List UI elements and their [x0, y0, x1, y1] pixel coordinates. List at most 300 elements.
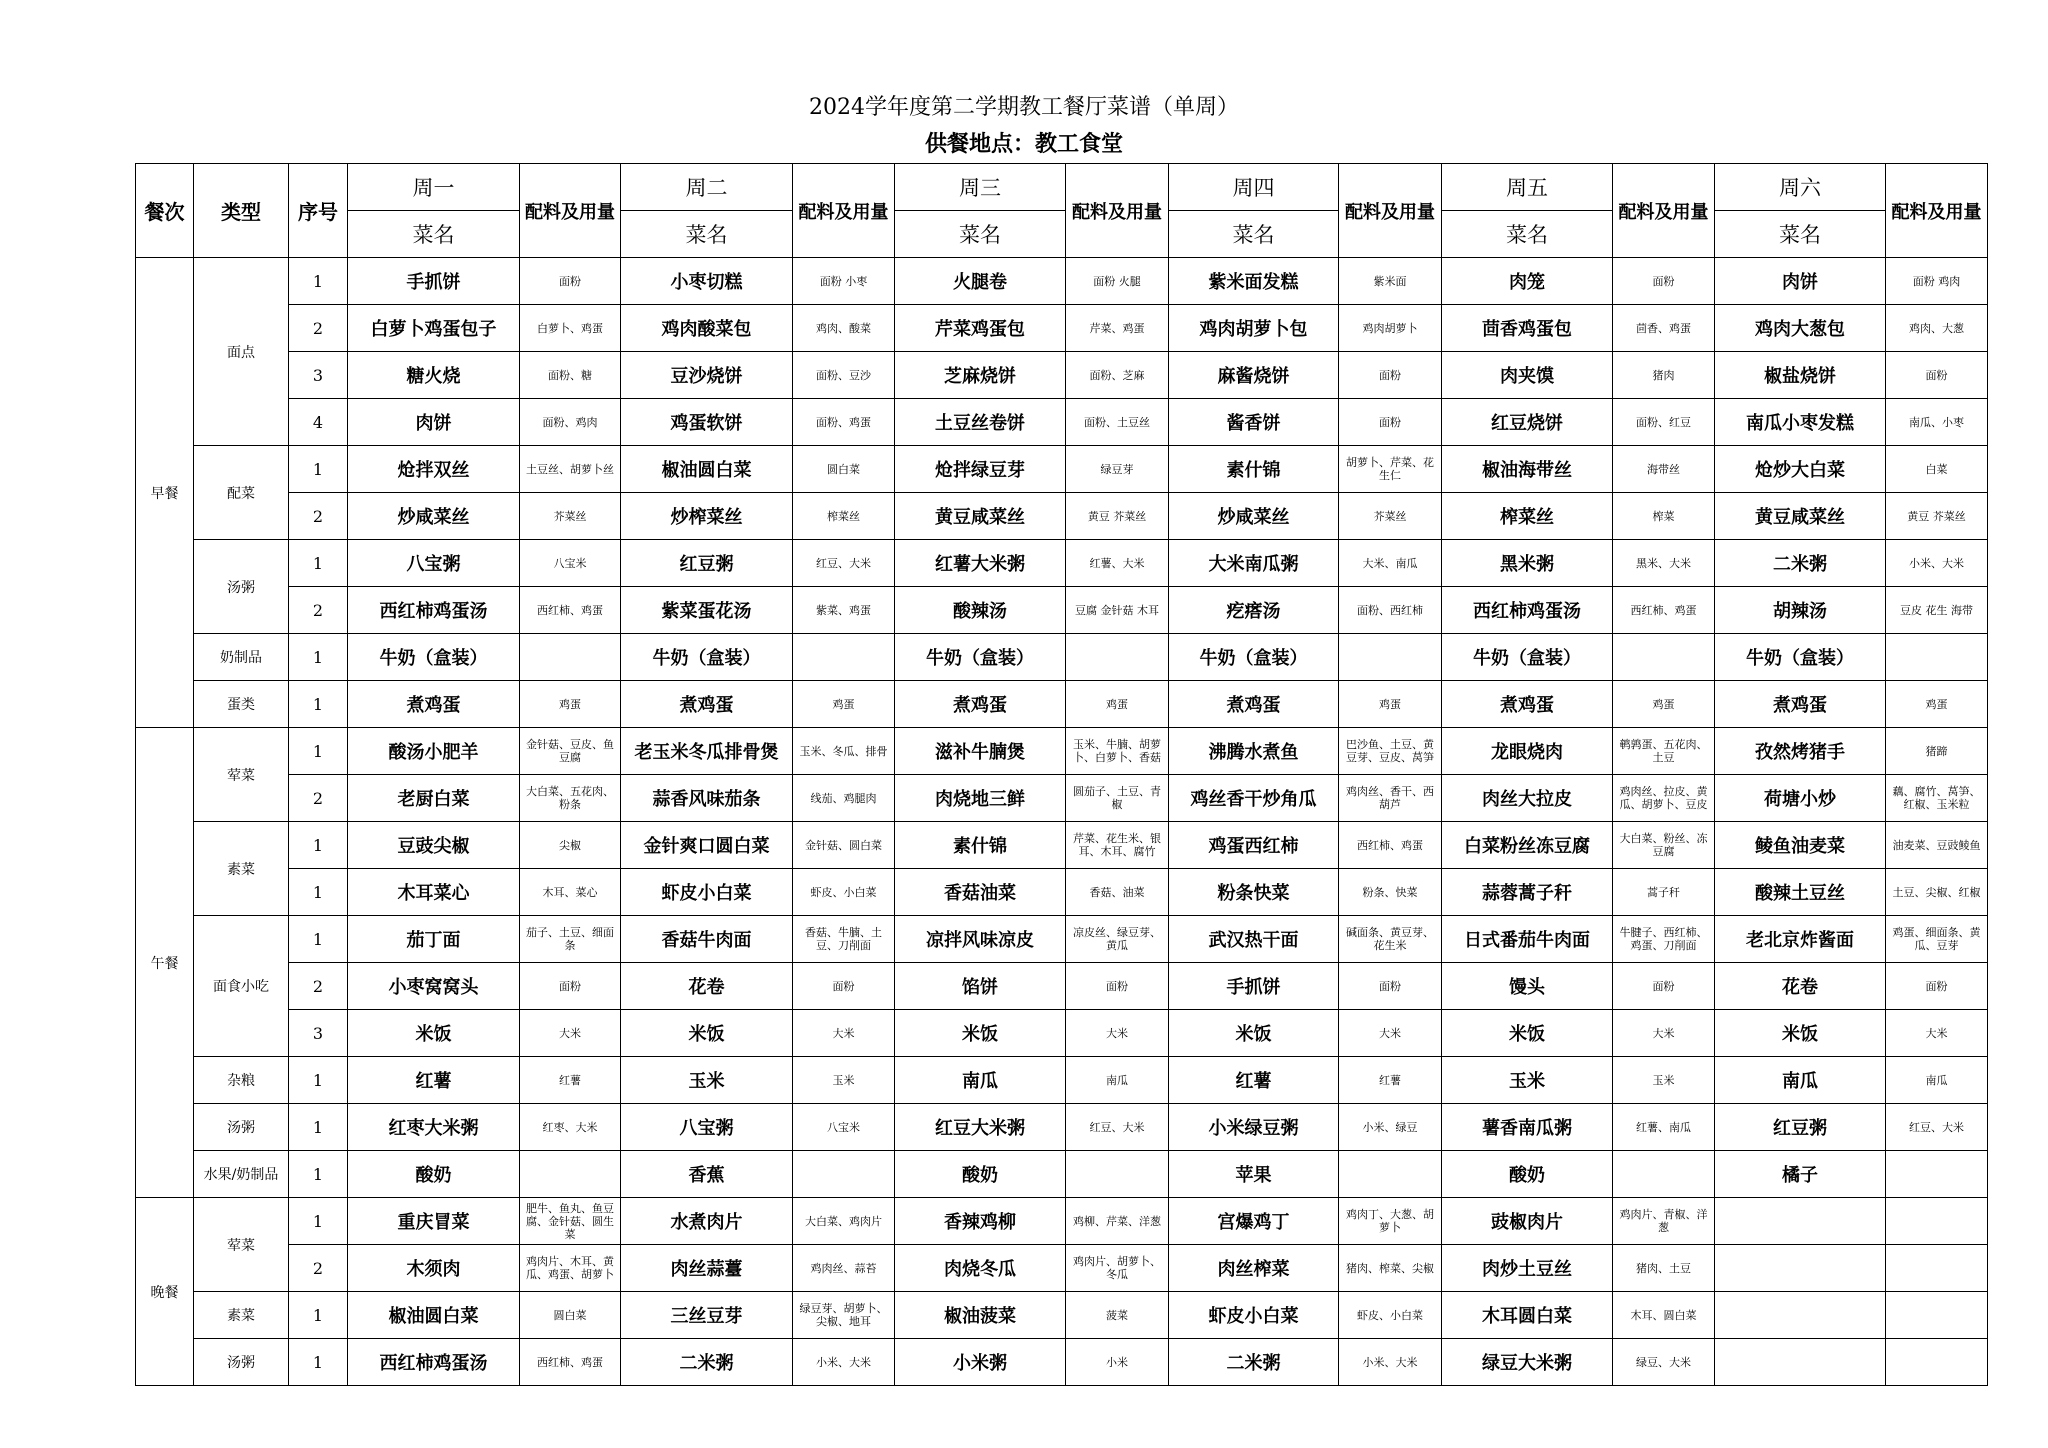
- ingredient-cell: 大白菜、鸡肉片: [793, 1198, 895, 1245]
- dish-cell: 荷塘小炒: [1715, 775, 1886, 822]
- ingredient-cell: 面粉 鸡肉: [1886, 258, 1988, 305]
- dish-cell: 鸡肉酸菜包: [621, 305, 793, 352]
- dish-cell: 大米南瓜粥: [1169, 540, 1339, 587]
- dish-cell: 粉条快菜: [1169, 869, 1339, 916]
- header-ingredients-wed: 配料及用量: [1066, 164, 1169, 258]
- dish-cell: 蒜香风味茄条: [621, 775, 793, 822]
- dish-cell: 凉拌风味凉皮: [895, 916, 1066, 963]
- dish-cell: 糖火烧: [348, 352, 520, 399]
- ingredient-cell: 绿豆、大米: [1613, 1339, 1715, 1386]
- dish-cell: 椒油菠菜: [895, 1292, 1066, 1339]
- header-seq: 序号: [289, 164, 348, 258]
- ingredient-cell: 胡萝卜、芹菜、花生仁: [1339, 446, 1442, 493]
- dish-cell: 肉丝大拉皮: [1442, 775, 1613, 822]
- ingredient-cell: [520, 1151, 621, 1198]
- ingredient-cell: 尖椒: [520, 822, 621, 869]
- type-cell: 杂粮: [194, 1057, 289, 1104]
- type-cell: 面食小吃: [194, 916, 289, 1057]
- ingredient-cell: 红薯、大米: [1066, 540, 1169, 587]
- dish-cell: 酸奶: [348, 1151, 520, 1198]
- dish-cell: 木耳圆白菜: [1442, 1292, 1613, 1339]
- ingredient-cell: 粉条、快菜: [1339, 869, 1442, 916]
- seq-cell: 1: [289, 916, 348, 963]
- ingredient-cell: 面粉、豆沙: [793, 352, 895, 399]
- dish-cell: 红豆粥: [621, 540, 793, 587]
- seq-cell: 3: [289, 352, 348, 399]
- table-row: [136, 352, 1988, 399]
- ingredient-cell: 大米: [1886, 1010, 1988, 1057]
- header-dish-mon: 菜名: [348, 211, 520, 258]
- ingredient-cell: 鸡肉丝、拉皮、黄瓜、胡萝卜、豆皮: [1613, 775, 1715, 822]
- ingredient-cell: 红豆、大米: [1066, 1104, 1169, 1151]
- dish-cell: 榨菜丝: [1442, 493, 1613, 540]
- ingredient-cell: 凉皮丝、绿豆芽、黄瓜: [1066, 916, 1169, 963]
- dish-cell: 红薯大米粥: [895, 540, 1066, 587]
- ingredient-cell: 紫米面: [1339, 258, 1442, 305]
- dish-cell: 椒盐烧饼: [1715, 352, 1886, 399]
- ingredient-cell: [1886, 1292, 1988, 1339]
- header-dish-tue: 菜名: [621, 211, 793, 258]
- ingredient-cell: 芹菜、花生米、银耳、木耳、腐竹: [1066, 822, 1169, 869]
- meal-cell: 早餐: [136, 258, 194, 728]
- dish-cell: 素什锦: [895, 822, 1066, 869]
- ingredient-cell: 面粉: [1886, 963, 1988, 1010]
- table-row: [136, 869, 1988, 916]
- ingredient-cell: 鸡肉片、青椒、洋葱: [1613, 1198, 1715, 1245]
- table-row: [136, 728, 1988, 775]
- ingredient-cell: 小米、大米: [1886, 540, 1988, 587]
- seq-cell: 4: [289, 399, 348, 446]
- ingredient-cell: 黑米、大米: [1613, 540, 1715, 587]
- table-row: [136, 587, 1988, 634]
- dish-cell: 紫米面发糕: [1169, 258, 1339, 305]
- dish-cell: 酱香饼: [1169, 399, 1339, 446]
- ingredient-cell: 大白菜、五花肉、粉条: [520, 775, 621, 822]
- ingredient-cell: 大白菜、粉丝、冻豆腐: [1613, 822, 1715, 869]
- ingredient-cell: 大米: [1339, 1010, 1442, 1057]
- dish-cell: 小米粥: [895, 1339, 1066, 1386]
- dish-cell: 手抓饼: [348, 258, 520, 305]
- ingredient-cell: 巴沙鱼、土豆、黄豆芽、豆皮、莴笋: [1339, 728, 1442, 775]
- ingredient-cell: 大米、南瓜: [1339, 540, 1442, 587]
- type-cell: 汤粥: [194, 540, 289, 634]
- header-day-mon: 周一: [348, 164, 520, 211]
- dish-cell: 炒咸菜丝: [1169, 493, 1339, 540]
- ingredient-cell: 鸡蛋: [1613, 681, 1715, 728]
- dish-cell: 肉夹馍: [1442, 352, 1613, 399]
- dish-cell: 火腿卷: [895, 258, 1066, 305]
- dish-cell: 八宝粥: [621, 1104, 793, 1151]
- table-row: [136, 305, 1988, 352]
- dish-cell: 茄丁面: [348, 916, 520, 963]
- dish-cell: 红薯: [1169, 1057, 1339, 1104]
- ingredient-cell: 油麦菜、豆豉鲮鱼: [1886, 822, 1988, 869]
- ingredient-cell: 玉米、冬瓜、排骨: [793, 728, 895, 775]
- dish-cell: 酸奶: [895, 1151, 1066, 1198]
- ingredient-cell: 鸡肉片、木耳、黄瓜、鸡蛋、胡萝卜: [520, 1245, 621, 1292]
- header-dish-sat: 菜名: [1715, 211, 1886, 258]
- table-row: [136, 963, 1988, 1010]
- header-type: 类型: [194, 164, 289, 258]
- ingredient-cell: 西红柿、鸡蛋: [520, 1339, 621, 1386]
- dish-cell: [1715, 1339, 1886, 1386]
- ingredient-cell: 玉米、牛腩、胡萝卜、白萝卜、香菇: [1066, 728, 1169, 775]
- dish-cell: 玉米: [1442, 1057, 1613, 1104]
- dish-cell: 芝麻烧饼: [895, 352, 1066, 399]
- dish-cell: 煮鸡蛋: [1715, 681, 1886, 728]
- ingredient-cell: 小米、绿豆: [1339, 1104, 1442, 1151]
- dish-cell: 牛奶（盒装）: [348, 634, 520, 681]
- dish-cell: 肉烧地三鲜: [895, 775, 1066, 822]
- menu-table: [135, 163, 1988, 1386]
- ingredient-cell: 面粉: [1339, 352, 1442, 399]
- dish-cell: 牛奶（盒装）: [1715, 634, 1886, 681]
- dish-cell: 黄豆咸菜丝: [1715, 493, 1886, 540]
- menu-body: [136, 164, 1988, 1386]
- dish-cell: 老北京炸酱面: [1715, 916, 1886, 963]
- dish-cell: 酸汤小肥羊: [348, 728, 520, 775]
- dish-cell: [1715, 1245, 1886, 1292]
- header-ingredients-thu: 配料及用量: [1339, 164, 1442, 258]
- seq-cell: 2: [289, 963, 348, 1010]
- ingredient-cell: 芹菜、鸡蛋: [1066, 305, 1169, 352]
- dish-cell: 南瓜: [895, 1057, 1066, 1104]
- ingredient-cell: [793, 1151, 895, 1198]
- ingredient-cell: 红薯: [520, 1057, 621, 1104]
- dish-cell: 木耳菜心: [348, 869, 520, 916]
- ingredient-cell: 面粉: [520, 258, 621, 305]
- ingredient-cell: 猪肉、榨菜、尖椒: [1339, 1245, 1442, 1292]
- ingredient-cell: 大米: [1613, 1010, 1715, 1057]
- seq-cell: 2: [289, 493, 348, 540]
- dish-cell: 鲮鱼油麦菜: [1715, 822, 1886, 869]
- ingredient-cell: 圆白菜: [793, 446, 895, 493]
- table-row: [136, 1057, 1988, 1104]
- seq-cell: 2: [289, 587, 348, 634]
- ingredient-cell: 木耳、圆白菜: [1613, 1292, 1715, 1339]
- table-row: [136, 1198, 1988, 1245]
- header-day-wed: 周三: [895, 164, 1066, 211]
- ingredient-cell: 面粉: [1339, 963, 1442, 1010]
- dish-cell: 米饭: [348, 1010, 520, 1057]
- dish-cell: 香蕉: [621, 1151, 793, 1198]
- seq-cell: 1: [289, 1292, 348, 1339]
- dish-cell: 椒油圆白菜: [348, 1292, 520, 1339]
- ingredient-cell: [1066, 634, 1169, 681]
- ingredient-cell: 红薯: [1339, 1057, 1442, 1104]
- dish-cell: 金针爽口圆白菜: [621, 822, 793, 869]
- page-subtitle: 供餐地点：教工食堂: [924, 131, 1123, 157]
- dish-cell: 玉米: [621, 1057, 793, 1104]
- ingredient-cell: 豆皮 花生 海带: [1886, 587, 1988, 634]
- dish-cell: 酸辣汤: [895, 587, 1066, 634]
- dish-cell: 鸡蛋西红柿: [1169, 822, 1339, 869]
- dish-cell: 虾皮小白菜: [1169, 1292, 1339, 1339]
- table-row: [136, 1151, 1988, 1198]
- ingredient-cell: 鸡蛋: [1886, 681, 1988, 728]
- ingredient-cell: 土豆丝、胡萝卜丝: [520, 446, 621, 493]
- ingredient-cell: 白萝卜、鸡蛋: [520, 305, 621, 352]
- dish-cell: 米饭: [621, 1010, 793, 1057]
- dish-cell: 龙眼烧肉: [1442, 728, 1613, 775]
- ingredient-cell: 绿豆芽: [1066, 446, 1169, 493]
- header-ingredients-mon: 配料及用量: [520, 164, 621, 258]
- ingredient-cell: 牛腱子、西红柿、鸡蛋、刀削面: [1613, 916, 1715, 963]
- ingredient-cell: 海带丝: [1613, 446, 1715, 493]
- ingredient-cell: 鸡肉、酸菜: [793, 305, 895, 352]
- dish-cell: 红豆粥: [1715, 1104, 1886, 1151]
- dish-cell: 鸡丝香干炒角瓜: [1169, 775, 1339, 822]
- table-row: [136, 916, 1988, 963]
- ingredient-cell: 鸡蛋: [520, 681, 621, 728]
- seq-cell: 1: [289, 258, 348, 305]
- ingredient-cell: 八宝米: [520, 540, 621, 587]
- seq-cell: 1: [289, 1151, 348, 1198]
- dish-cell: 肉丝榨菜: [1169, 1245, 1339, 1292]
- ingredient-cell: 虾皮、小白菜: [1339, 1292, 1442, 1339]
- ingredient-cell: [1886, 1245, 1988, 1292]
- ingredient-cell: 面粉、鸡蛋: [793, 399, 895, 446]
- ingredient-cell: 鸡肉丁、大葱、胡萝卜: [1339, 1198, 1442, 1245]
- ingredient-cell: 面粉 火腿: [1066, 258, 1169, 305]
- header-ingredients-fri: 配料及用量: [1613, 164, 1715, 258]
- dish-cell: 二米粥: [1169, 1339, 1339, 1386]
- meal-cell: 午餐: [136, 728, 194, 1198]
- dish-cell: 西红柿鸡蛋汤: [348, 1339, 520, 1386]
- ingredient-cell: 鸡蛋: [1066, 681, 1169, 728]
- dish-cell: 水煮肉片: [621, 1198, 793, 1245]
- dish-cell: 黄豆咸菜丝: [895, 493, 1066, 540]
- ingredient-cell: 玉米: [793, 1057, 895, 1104]
- ingredient-cell: 金针菇、豆皮、鱼豆腐: [520, 728, 621, 775]
- ingredient-cell: 红豆、大米: [1886, 1104, 1988, 1151]
- dish-cell: 八宝粥: [348, 540, 520, 587]
- dish-cell: 小枣切糕: [621, 258, 793, 305]
- type-cell: 汤粥: [194, 1104, 289, 1151]
- dish-cell: 米饭: [1169, 1010, 1339, 1057]
- seq-cell: 2: [289, 1245, 348, 1292]
- dish-cell: 牛奶（盒装）: [621, 634, 793, 681]
- ingredient-cell: 鸡肉丝、香干、西葫芦: [1339, 775, 1442, 822]
- dish-cell: 肉饼: [348, 399, 520, 446]
- ingredient-cell: [1886, 1339, 1988, 1386]
- dish-cell: 馅饼: [895, 963, 1066, 1010]
- ingredient-cell: 小米、大米: [1339, 1339, 1442, 1386]
- ingredient-cell: 猪肉、土豆: [1613, 1245, 1715, 1292]
- ingredient-cell: 大米: [520, 1010, 621, 1057]
- ingredient-cell: 榨菜: [1613, 493, 1715, 540]
- header-row-days: [136, 164, 1988, 211]
- seq-cell: 1: [289, 1057, 348, 1104]
- dish-cell: 煮鸡蛋: [621, 681, 793, 728]
- table-row: [136, 822, 1988, 869]
- ingredient-cell: 茴香、鸡蛋: [1613, 305, 1715, 352]
- header-dish-wed: 菜名: [895, 211, 1066, 258]
- dish-cell: 肉烧冬瓜: [895, 1245, 1066, 1292]
- table-row: [136, 681, 1988, 728]
- dish-cell: 炒榨菜丝: [621, 493, 793, 540]
- dish-cell: 炝拌双丝: [348, 446, 520, 493]
- dish-cell: 二米粥: [1715, 540, 1886, 587]
- dish-cell: 酸辣土豆丝: [1715, 869, 1886, 916]
- ingredient-cell: 八宝米: [793, 1104, 895, 1151]
- dish-cell: 煮鸡蛋: [348, 681, 520, 728]
- dish-cell: 牛奶（盒装）: [895, 634, 1066, 681]
- dish-cell: 花卷: [621, 963, 793, 1010]
- table-row: [136, 1010, 1988, 1057]
- ingredient-cell: 面粉: [793, 963, 895, 1010]
- ingredient-cell: 圆茄子、土豆、青椒: [1066, 775, 1169, 822]
- ingredient-cell: 猪蹄: [1886, 728, 1988, 775]
- table-row: [136, 493, 1988, 540]
- dish-cell: 红豆烧饼: [1442, 399, 1613, 446]
- seq-cell: 3: [289, 1010, 348, 1057]
- dish-cell: 红薯: [348, 1057, 520, 1104]
- ingredient-cell: 土豆、尖椒、红椒: [1886, 869, 1988, 916]
- dish-cell: 薯香南瓜粥: [1442, 1104, 1613, 1151]
- ingredient-cell: 面粉: [1339, 399, 1442, 446]
- ingredient-cell: 面粉、土豆丝: [1066, 399, 1169, 446]
- ingredient-cell: 面粉、鸡肉: [520, 399, 621, 446]
- ingredient-cell: 芥菜丝: [1339, 493, 1442, 540]
- ingredient-cell: 鸡蛋、细面条、黄瓜、豆芽: [1886, 916, 1988, 963]
- ingredient-cell: 黄豆 芥菜丝: [1886, 493, 1988, 540]
- dish-cell: 芹菜鸡蛋包: [895, 305, 1066, 352]
- ingredient-cell: 芥菜丝: [520, 493, 621, 540]
- seq-cell: 1: [289, 1339, 348, 1386]
- type-cell: 配菜: [194, 446, 289, 540]
- dish-cell: 香菇油菜: [895, 869, 1066, 916]
- dish-cell: 豆沙烧饼: [621, 352, 793, 399]
- dish-cell: [1715, 1292, 1886, 1339]
- dish-cell: 胡辣汤: [1715, 587, 1886, 634]
- ingredient-cell: 猪肉: [1613, 352, 1715, 399]
- ingredient-cell: 虾皮、小白菜: [793, 869, 895, 916]
- ingredient-cell: [1613, 1151, 1715, 1198]
- ingredient-cell: 小米、大米: [793, 1339, 895, 1386]
- ingredient-cell: 面粉: [1886, 352, 1988, 399]
- ingredient-cell: 南瓜: [1066, 1057, 1169, 1104]
- dish-cell: 煮鸡蛋: [1442, 681, 1613, 728]
- dish-cell: 米饭: [1715, 1010, 1886, 1057]
- table-row: [136, 1104, 1988, 1151]
- dish-cell: 武汉热干面: [1169, 916, 1339, 963]
- dish-cell: 蒜蓉蒿子秆: [1442, 869, 1613, 916]
- ingredient-cell: 红豆、大米: [793, 540, 895, 587]
- type-cell: 素菜: [194, 1292, 289, 1339]
- ingredient-cell: 鸡蛋: [1339, 681, 1442, 728]
- dish-cell: 紫菜蛋花汤: [621, 587, 793, 634]
- dish-cell: 西红柿鸡蛋汤: [1442, 587, 1613, 634]
- dish-cell: 豆豉尖椒: [348, 822, 520, 869]
- ingredient-cell: [1613, 634, 1715, 681]
- dish-cell: 老厨白菜: [348, 775, 520, 822]
- ingredient-cell: 面粉、糖: [520, 352, 621, 399]
- dish-cell: 炝炒大白菜: [1715, 446, 1886, 493]
- dish-cell: 南瓜: [1715, 1057, 1886, 1104]
- seq-cell: 1: [289, 681, 348, 728]
- dish-cell: 橘子: [1715, 1151, 1886, 1198]
- ingredient-cell: 圆白菜: [520, 1292, 621, 1339]
- table-row: [136, 634, 1988, 681]
- dish-cell: 肉饼: [1715, 258, 1886, 305]
- ingredient-cell: [1066, 1151, 1169, 1198]
- meal-cell: 晚餐: [136, 1198, 194, 1386]
- ingredient-cell: 线茄、鸡腿肉: [793, 775, 895, 822]
- ingredient-cell: 白菜: [1886, 446, 1988, 493]
- dish-cell: 炒咸菜丝: [348, 493, 520, 540]
- ingredient-cell: 香菇、油菜: [1066, 869, 1169, 916]
- dish-cell: 疙瘩汤: [1169, 587, 1339, 634]
- ingredient-cell: 肥牛、鱼丸、鱼豆腐、金针菇、圆生菜: [520, 1198, 621, 1245]
- ingredient-cell: 藕、腐竹、莴笋、红椒、玉米粒: [1886, 775, 1988, 822]
- ingredient-cell: 面粉、西红柿: [1339, 587, 1442, 634]
- ingredient-cell: 鸡肉、大葱: [1886, 305, 1988, 352]
- ingredient-cell: 豆腐 金针菇 木耳: [1066, 587, 1169, 634]
- dish-cell: 豉椒肉片: [1442, 1198, 1613, 1245]
- ingredient-cell: 鸡肉丝、蒜苔: [793, 1245, 895, 1292]
- table-row: [136, 1292, 1988, 1339]
- ingredient-cell: 南瓜: [1886, 1057, 1988, 1104]
- seq-cell: 1: [289, 869, 348, 916]
- ingredient-cell: 鸡肉片、胡萝卜、冬瓜: [1066, 1245, 1169, 1292]
- ingredient-cell: 西红柿、鸡蛋: [1613, 587, 1715, 634]
- type-cell: 奶制品: [194, 634, 289, 681]
- seq-cell: 1: [289, 540, 348, 587]
- dish-cell: 苹果: [1169, 1151, 1339, 1198]
- dish-cell: 二米粥: [621, 1339, 793, 1386]
- type-cell: 面点: [194, 258, 289, 446]
- dish-cell: 手抓饼: [1169, 963, 1339, 1010]
- ingredient-cell: 榨菜丝: [793, 493, 895, 540]
- ingredient-cell: 黄豆 芥菜丝: [1066, 493, 1169, 540]
- seq-cell: 1: [289, 634, 348, 681]
- header-day-sat: 周六: [1715, 164, 1886, 211]
- ingredient-cell: 碱面条、黄豆芽、花生米: [1339, 916, 1442, 963]
- dish-cell: 滋补牛腩煲: [895, 728, 1066, 775]
- seq-cell: 1: [289, 1198, 348, 1245]
- ingredient-cell: 大米: [1066, 1010, 1169, 1057]
- dish-cell: 牛奶（盒装）: [1169, 634, 1339, 681]
- header-day-fri: 周五: [1442, 164, 1613, 211]
- dish-cell: 木须肉: [348, 1245, 520, 1292]
- dish-cell: 香菇牛肉面: [621, 916, 793, 963]
- ingredient-cell: 紫菜、鸡蛋: [793, 587, 895, 634]
- ingredient-cell: 菠菜: [1066, 1292, 1169, 1339]
- dish-cell: 茴香鸡蛋包: [1442, 305, 1613, 352]
- ingredient-cell: 西红柿、鸡蛋: [520, 587, 621, 634]
- dish-cell: [1715, 1198, 1886, 1245]
- seq-cell: 2: [289, 775, 348, 822]
- type-cell: 素菜: [194, 822, 289, 916]
- dish-cell: 香辣鸡柳: [895, 1198, 1066, 1245]
- dish-cell: 白萝卜鸡蛋包子: [348, 305, 520, 352]
- type-cell: 荤菜: [194, 1198, 289, 1292]
- table-row: [136, 540, 1988, 587]
- ingredient-cell: 鸡蛋: [793, 681, 895, 728]
- ingredient-cell: 茄子、土豆、细面条: [520, 916, 621, 963]
- page-title: 2024学年度第二学期教工餐厅菜谱（单周）: [809, 95, 1239, 120]
- ingredient-cell: 鹌鹑蛋、五花肉、土豆: [1613, 728, 1715, 775]
- ingredient-cell: 小米: [1066, 1339, 1169, 1386]
- dish-cell: 宫爆鸡丁: [1169, 1198, 1339, 1245]
- table-row: [136, 1245, 1988, 1292]
- ingredient-cell: 面粉、芝麻: [1066, 352, 1169, 399]
- dish-cell: 麻酱烧饼: [1169, 352, 1339, 399]
- dish-cell: 米饭: [895, 1010, 1066, 1057]
- dish-cell: 椒油海带丝: [1442, 446, 1613, 493]
- type-cell: 水果/奶制品: [194, 1151, 289, 1198]
